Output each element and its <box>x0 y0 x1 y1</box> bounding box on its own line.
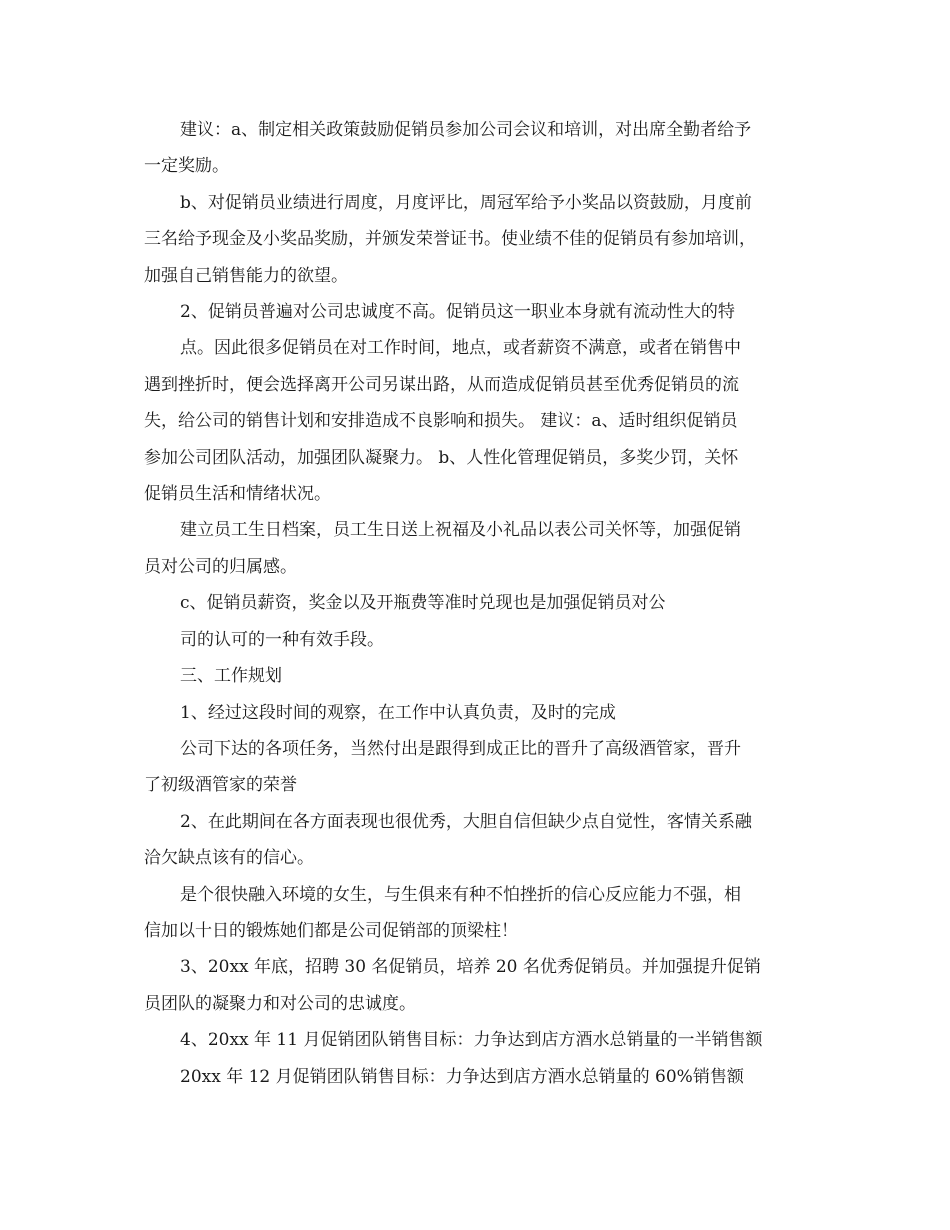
text-line: 促销员生活和情绪状况。 <box>144 484 331 505</box>
text-line: 2、促销员普遍对公司忠诚度不高。促销员这一职业本身就有流动性大的特 <box>180 302 735 323</box>
text-line: 员对公司的归属感。 <box>144 556 297 577</box>
text-line: 司的认可的一种有效手段。 <box>180 629 384 650</box>
text-line: 建议：a、制定相关政策鼓励促销员参加公司会议和培训，对出席全勤者给予 <box>180 120 752 140</box>
text-line: 1、经过这段时间的观察，在工作中认真负责，及时的完成 <box>180 702 616 723</box>
text-line: 是个很快融入环境的女生，与生俱来有种不怕挫折的信心反应能力不强，相 <box>180 884 741 905</box>
text-line: b、对促销员业绩进行周度，月度评比，周冠军给予小奖品以资鼓励，月度前 <box>180 192 752 213</box>
text-line: c、促销员薪资，奖金以及开瓶费等准时兑现也是加强促销员对公 <box>180 593 666 614</box>
text-line: 失，给公司的销售计划和安排造成不良影响和损失。 建议：a、适时组织促销员 <box>144 411 738 432</box>
text-line: 参加公司团队活动，加强团队凝聚力。 b、人性化管理促销员，多奖少罚，关怀 <box>144 447 739 468</box>
text-line: 员团队的凝聚力和对公司的忠诚度。 <box>144 993 416 1014</box>
text-line: 公司下达的各项任务，当然付出是跟得到成正比的晋升了高级酒管家，晋升 <box>180 738 741 759</box>
text-line: 加强自己销售能力的欲望。 <box>144 265 348 286</box>
text-line: 一定奖励。 <box>144 156 229 177</box>
text-line: 3、20xx 年底，招聘 30 名促销员，培养 20 名优秀促销员。并加强提升促销 <box>180 957 761 978</box>
text-line: 建立员工生日档案，员工生日送上祝福及小礼品以表公司关怀等，加强促销 <box>180 520 741 541</box>
section-heading: 三、工作规划 <box>180 666 282 687</box>
text-line: 洽欠缺点该有的信心。 <box>144 848 314 869</box>
text-line: 点。因此很多促销员在对工作时间，地点，或者薪资不满意，或者在销售中 <box>180 338 741 359</box>
text-line: 三名给予现金及小奖品奖励，并颁发荣誉证书。使业绩不佳的促销员有参加培训， <box>144 229 756 250</box>
text-line: 20xx 年 12 月促销团队销售目标：力争达到店方酒水总销量的 60%销售额 <box>180 1066 744 1087</box>
text-line: 2、在此期间在各方面表现也很优秀，大胆自信但缺少点自觉性，客情关系融 <box>180 811 752 832</box>
text-line: 4、20xx 年 11 月促销团队销售目标：力争达到店方酒水总销量的一半销售额 <box>180 1030 763 1051</box>
text-line: 信加以十日的锻炼她们都是公司促销部的顶梁柱！ <box>144 920 518 941</box>
text-line: 遇到挫折时，便会选择离开公司另谋出路，从而造成促销员甚至优秀促销员的流 <box>144 374 739 395</box>
text-line: 了初级酒管家的荣誉 <box>144 775 297 796</box>
document-body <box>144 112 814 1095</box>
